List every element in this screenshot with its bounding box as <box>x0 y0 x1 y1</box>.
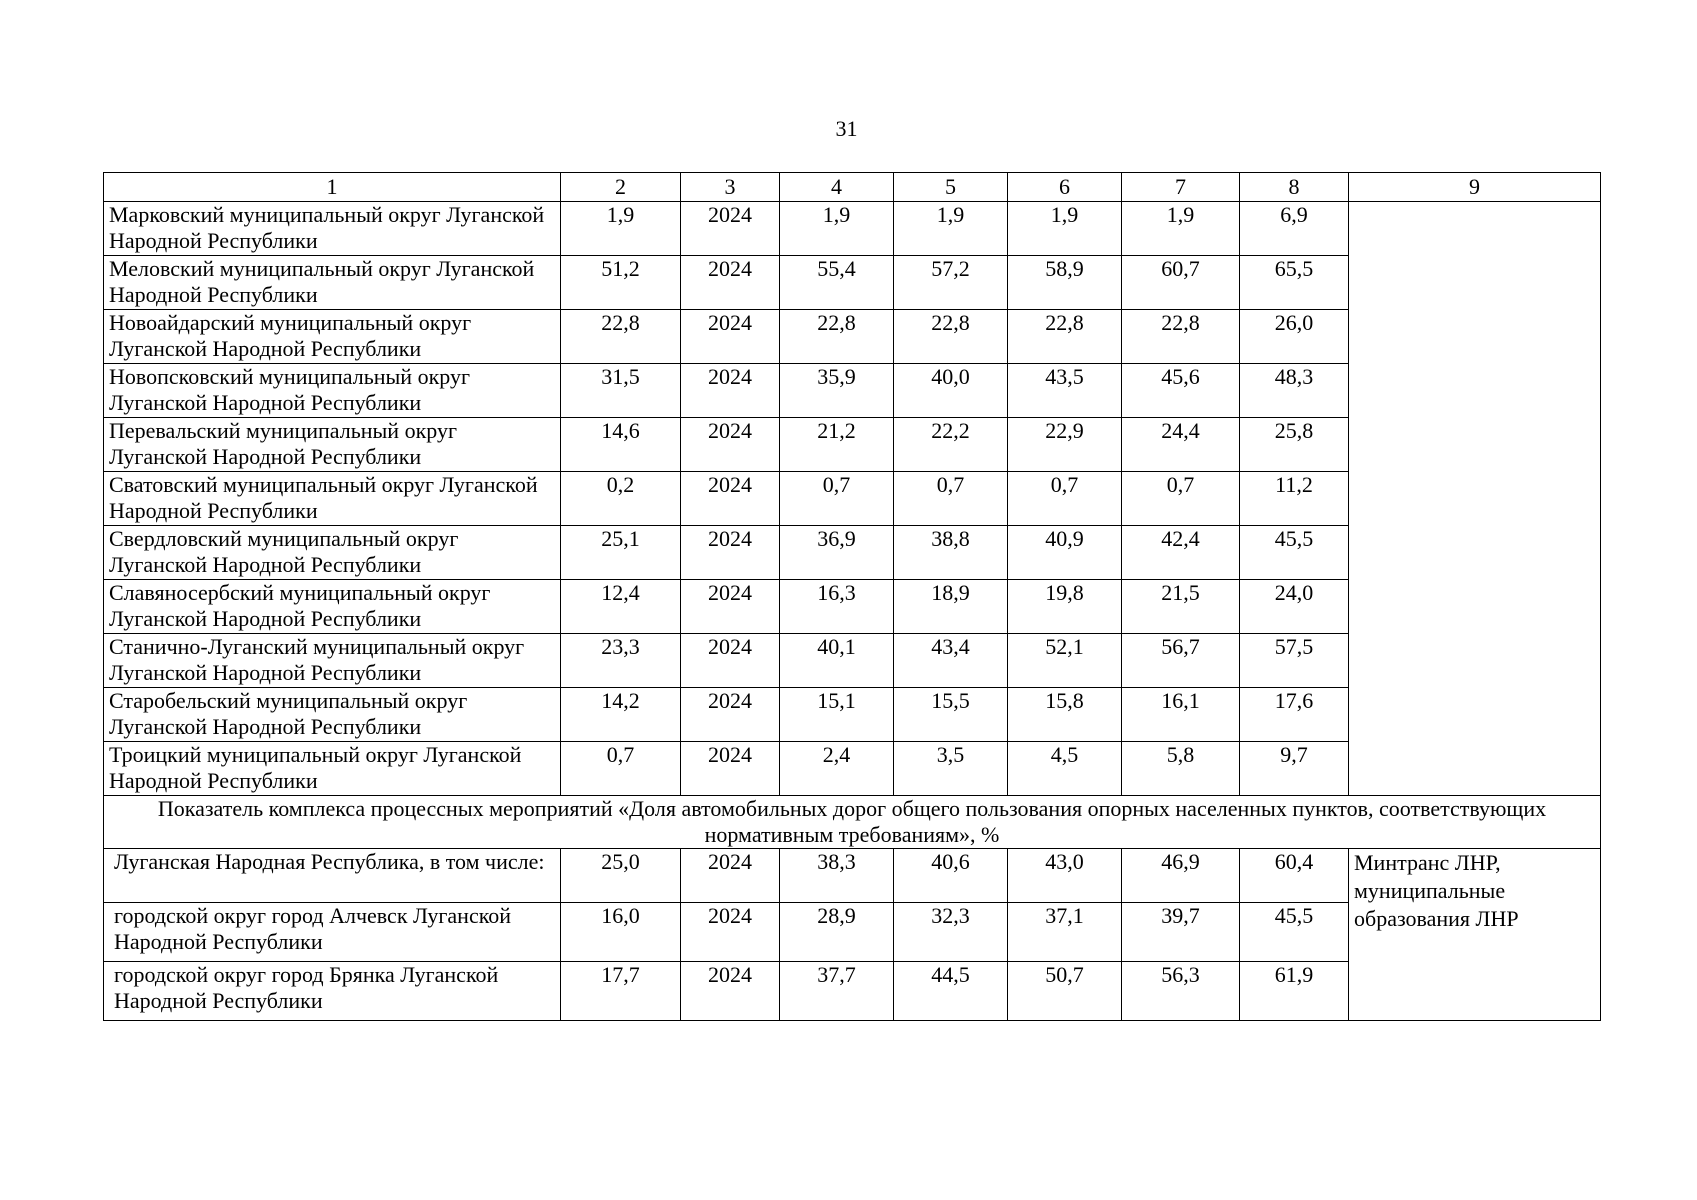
municipality-name: Славяносербский муниципальный округ Луганской Народной Республики <box>104 580 561 634</box>
value-cell: 0,7 <box>894 472 1008 526</box>
value-cell: 15,8 <box>1008 688 1122 742</box>
value-cell: 2024 <box>681 742 780 796</box>
value-cell: 1,9 <box>1008 202 1122 256</box>
value-cell: 17,6 <box>1240 688 1349 742</box>
value-cell: 32,3 <box>894 903 1008 962</box>
value-cell: 11,2 <box>1240 472 1349 526</box>
value-cell: 46,9 <box>1122 849 1240 903</box>
value-cell: 22,8 <box>894 310 1008 364</box>
value-cell: 60,7 <box>1122 256 1240 310</box>
header-row <box>104 173 1601 202</box>
value-cell: 0,7 <box>780 472 894 526</box>
municipality-name: Свердловский муниципальный округ Луганской Народной Республики <box>104 526 561 580</box>
value-cell: 43,4 <box>894 634 1008 688</box>
municipality-name: Новопсковский муниципальный округ Луганской Народной Республики <box>104 364 561 418</box>
value-cell: 1,9 <box>1122 202 1240 256</box>
value-cell: 24,0 <box>1240 580 1349 634</box>
value-cell: 28,9 <box>780 903 894 962</box>
value-cell: 36,9 <box>780 526 894 580</box>
header-cell: 3 <box>681 173 780 202</box>
page-number: 31 <box>835 116 858 141</box>
municipality-name: Сватовский муниципальный округ Луганской Народной Республики <box>104 472 561 526</box>
value-cell: 45,6 <box>1122 364 1240 418</box>
value-cell: 39,7 <box>1122 903 1240 962</box>
value-cell: 2,4 <box>780 742 894 796</box>
value-cell: 2024 <box>681 634 780 688</box>
value-cell: 14,2 <box>561 688 681 742</box>
value-cell: 2024 <box>681 688 780 742</box>
value-cell: 21,2 <box>780 418 894 472</box>
value-cell: 2024 <box>681 849 780 903</box>
header-cell: 7 <box>1122 173 1240 202</box>
value-cell: 0,7 <box>1122 472 1240 526</box>
value-cell: 2024 <box>681 903 780 962</box>
value-cell: 4,5 <box>1008 742 1122 796</box>
responsible-cell-empty <box>1349 202 1601 796</box>
municipality-name: городской округ город Брянка Луганской Народной Республики <box>104 962 561 1021</box>
header-cell: 5 <box>894 173 1008 202</box>
value-cell: 35,9 <box>780 364 894 418</box>
value-cell: 56,3 <box>1122 962 1240 1021</box>
header-cell: 9 <box>1349 173 1601 202</box>
municipality-name: городской округ город Алчевск Луганской Народной Республики <box>104 903 561 962</box>
municipality-name: Троицкий муниципальный округ Луганской Народной Республики <box>104 742 561 796</box>
value-cell: 18,9 <box>894 580 1008 634</box>
indicators-table <box>103 172 1601 1021</box>
value-cell: 48,3 <box>1240 364 1349 418</box>
value-cell: 22,2 <box>894 418 1008 472</box>
value-cell: 52,1 <box>1008 634 1122 688</box>
value-cell: 15,5 <box>894 688 1008 742</box>
value-cell: 2024 <box>681 472 780 526</box>
value-cell: 16,0 <box>561 903 681 962</box>
header-cell: 6 <box>1008 173 1122 202</box>
value-cell: 61,9 <box>1240 962 1349 1021</box>
value-cell: 5,8 <box>1122 742 1240 796</box>
value-cell: 44,5 <box>894 962 1008 1021</box>
municipality-name: Меловский муниципальный округ Луганской Народной Республики <box>104 256 561 310</box>
value-cell: 12,4 <box>561 580 681 634</box>
header-cell: 4 <box>780 173 894 202</box>
value-cell: 2024 <box>681 364 780 418</box>
value-cell: 2024 <box>681 580 780 634</box>
value-cell: 38,3 <box>780 849 894 903</box>
value-cell: 23,3 <box>561 634 681 688</box>
value-cell: 60,4 <box>1240 849 1349 903</box>
table-row <box>104 202 1601 256</box>
header-cell: 8 <box>1240 173 1349 202</box>
value-cell: 37,7 <box>780 962 894 1021</box>
value-cell: 2024 <box>681 202 780 256</box>
value-cell: 22,8 <box>1008 310 1122 364</box>
value-cell: 40,6 <box>894 849 1008 903</box>
municipality-name: Станично-Луганский муниципальный округ Луганской Народной Республики <box>104 634 561 688</box>
value-cell: 57,2 <box>894 256 1008 310</box>
header-cell: 1 <box>104 173 561 202</box>
municipality-name: Луганская Народная Республика, в том числе: <box>104 849 561 903</box>
value-cell: 25,0 <box>561 849 681 903</box>
value-cell: 31,5 <box>561 364 681 418</box>
value-cell: 55,4 <box>780 256 894 310</box>
value-cell: 16,1 <box>1122 688 1240 742</box>
value-cell: 37,1 <box>1008 903 1122 962</box>
value-cell: 45,5 <box>1240 903 1349 962</box>
municipality-name: Марковский муниципальный округ Луганской Народной Республики <box>104 202 561 256</box>
value-cell: 57,5 <box>1240 634 1349 688</box>
table-row <box>104 849 1601 903</box>
value-cell: 0,2 <box>561 472 681 526</box>
value-cell: 16,3 <box>780 580 894 634</box>
value-cell: 43,0 <box>1008 849 1122 903</box>
value-cell: 22,8 <box>780 310 894 364</box>
value-cell: 1,9 <box>780 202 894 256</box>
value-cell: 19,8 <box>1008 580 1122 634</box>
value-cell: 25,8 <box>1240 418 1349 472</box>
value-cell: 0,7 <box>1008 472 1122 526</box>
value-cell: 43,5 <box>1008 364 1122 418</box>
value-cell: 2024 <box>681 256 780 310</box>
value-cell: 45,5 <box>1240 526 1349 580</box>
municipality-name: Новоайдарский муниципальный округ Луганской Народной Республики <box>104 310 561 364</box>
header-cell: 2 <box>561 173 681 202</box>
value-cell: 3,5 <box>894 742 1008 796</box>
value-cell: 1,9 <box>561 202 681 256</box>
value-cell: 1,9 <box>894 202 1008 256</box>
value-cell: 21,5 <box>1122 580 1240 634</box>
value-cell: 6,9 <box>1240 202 1349 256</box>
section-title: Показатель комплекса процессных мероприятий «Доля автомобильных дорог общего пользования опорных населенных пунктов, соответствующих нормативным требованиям», % <box>104 796 1601 849</box>
value-cell: 40,0 <box>894 364 1008 418</box>
value-cell: 2024 <box>681 526 780 580</box>
value-cell: 38,8 <box>894 526 1008 580</box>
value-cell: 15,1 <box>780 688 894 742</box>
value-cell: 58,9 <box>1008 256 1122 310</box>
value-cell: 25,1 <box>561 526 681 580</box>
value-cell: 51,2 <box>561 256 681 310</box>
value-cell: 14,6 <box>561 418 681 472</box>
value-cell: 17,7 <box>561 962 681 1021</box>
responsible-cell: Минтранс ЛНР, муниципальные образования ЛНР <box>1349 849 1601 1021</box>
value-cell: 22,8 <box>1122 310 1240 364</box>
value-cell: 65,5 <box>1240 256 1349 310</box>
value-cell: 40,1 <box>780 634 894 688</box>
value-cell: 50,7 <box>1008 962 1122 1021</box>
value-cell: 22,9 <box>1008 418 1122 472</box>
value-cell: 26,0 <box>1240 310 1349 364</box>
municipality-name: Старобельский муниципальный округ Луганской Народной Республики <box>104 688 561 742</box>
value-cell: 56,7 <box>1122 634 1240 688</box>
value-cell: 2024 <box>681 418 780 472</box>
value-cell: 9,7 <box>1240 742 1349 796</box>
value-cell: 42,4 <box>1122 526 1240 580</box>
value-cell: 24,4 <box>1122 418 1240 472</box>
value-cell: 2024 <box>681 962 780 1021</box>
section-title-row <box>104 796 1601 849</box>
value-cell: 22,8 <box>561 310 681 364</box>
value-cell: 2024 <box>681 310 780 364</box>
municipality-name: Перевальский муниципальный округ Луганской Народной Республики <box>104 418 561 472</box>
value-cell: 0,7 <box>561 742 681 796</box>
value-cell: 40,9 <box>1008 526 1122 580</box>
